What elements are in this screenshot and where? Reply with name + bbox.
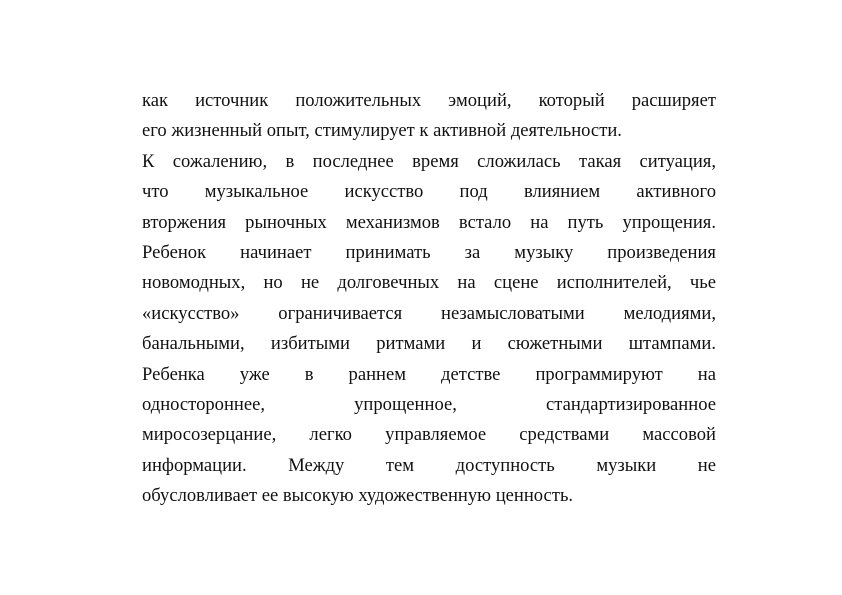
text-line: обусловливает ее высокую художественную ценность. — [142, 485, 574, 507]
text-line: его жизненный опыт, стимулирует к активной деятельности. — [142, 120, 622, 142]
text-line: одностороннее, упрощенное, стандартизированное — [142, 393, 716, 415]
text-line: информации. Между тем доступность музыки не — [142, 454, 716, 476]
text-line: что музыкальное искусство под влиянием активного — [142, 181, 716, 203]
text-line: Ребенка уже в раннем детстве программируют на — [142, 363, 716, 385]
text-line: как источник положительных эмоций, который расширяет — [142, 90, 716, 111]
text-line: вторжения рыночных механизмов встало на путь упрощения. — [142, 211, 716, 233]
text-line: банальными, избитыми ритмами и сюжетными штампами. — [142, 333, 716, 355]
body-text — [142, 86, 716, 511]
text-line: новомодных, но не долговечных на сцене исполнителей, чье — [142, 272, 716, 294]
text-line: миросозерцание, легко управляемое средствами массовой — [142, 424, 716, 446]
text-line: К сожалению, в последнее время сложилась такая ситуация, — [142, 150, 716, 172]
text-line: Ребенок начинает принимать за музыку произведения — [142, 241, 716, 263]
text-line: «искусство» ограничивается незамысловатыми мелодиями, — [142, 302, 716, 324]
